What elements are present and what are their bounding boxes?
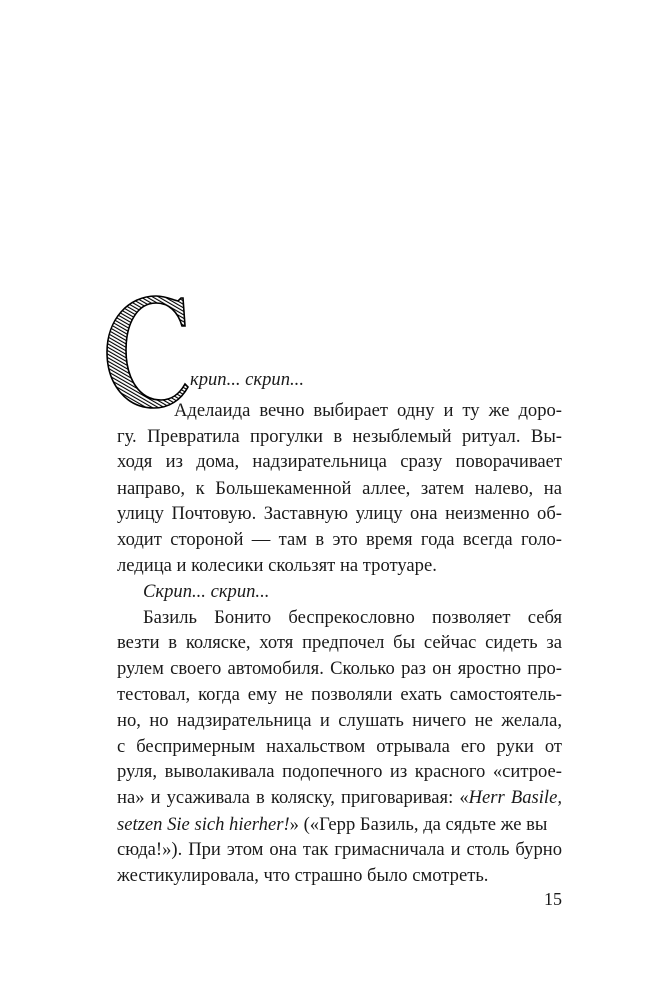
- text-line-10: Базиль Бонито беспрекословно позволяет себя: [143, 607, 562, 628]
- text-line-1: крип... скрип...: [190, 369, 304, 390]
- text-line-6: улицу Почтовую. Заставную улицу она неизменно об-: [117, 503, 562, 524]
- text-line-16: руля, выволакивала подопечного из красного «ситрое-: [117, 761, 562, 782]
- text-line-20: жестикулировала, что страшно было смотреть.: [117, 865, 489, 886]
- text-line-14: но, но надзирательница и слушать ничего не желала,: [117, 710, 562, 731]
- text-line-19: сюда!»). При этом она так гримасничала и столь бурно: [117, 839, 562, 860]
- text-line-8: ледица и колесики скользят на тротуаре.: [117, 555, 437, 576]
- text-line-2: Аделаида вечно выбирает одну и ту же доро-: [174, 400, 562, 421]
- text-line-11: везти в коляске, хотя предпочел бы сейчас сидеть за: [117, 632, 562, 653]
- text-line-4: ходя из дома, надзирательница сразу поворачивает: [117, 451, 562, 472]
- drop-cap-letter: [101, 292, 193, 410]
- text-line-5: направо, к Большекаменной аллее, затем налево, на: [117, 478, 562, 499]
- text-line-9: Скрип... скрип...: [143, 581, 270, 602]
- text-line-17-italic: Herr Basile,: [468, 787, 562, 808]
- text-line-18-italic: setzen Sie sich hierher!: [117, 814, 290, 835]
- text-line-18: [117, 811, 548, 839]
- text-line-15: с беспримерным нахальством отрывала его руки от: [117, 736, 562, 757]
- page-number: 15: [544, 889, 562, 909]
- text-line-17: [117, 784, 562, 812]
- text-line-3: гу. Превратила прогулки в незыблемый ритуал. Вы-: [117, 426, 562, 447]
- text-line-17-a: на» и усаживала в коляску, приговаривая: «: [117, 787, 469, 808]
- text-line-7: ходит стороной — там в это время года всегда голо-: [117, 529, 562, 550]
- text-line-13: тестовал, когда ему не позволяли ехать самостоятель-: [117, 684, 562, 705]
- text-line-12: рулем своего автомобиля. Сколько раз он яростно про-: [117, 658, 562, 679]
- text-line-18-b: » («Герр Базиль, да сядьте же вы: [289, 814, 548, 835]
